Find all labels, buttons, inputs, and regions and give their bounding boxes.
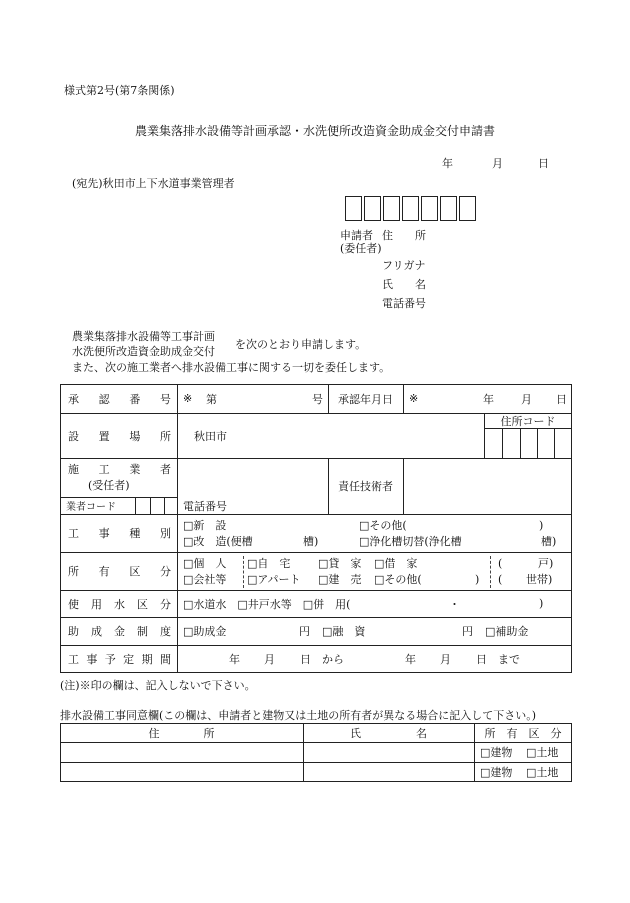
subsidy-yen-1: 円 [299, 625, 310, 638]
schedule-label: 工 事 予 定 期 間 [68, 653, 171, 666]
own-apartment-checkbox[interactable]: □アパート [247, 573, 301, 586]
own-other-close: ) [475, 572, 480, 586]
col-line [135, 497, 136, 514]
id-digit-box[interactable] [402, 196, 419, 221]
date-year: 年 [442, 157, 453, 170]
date-month: 月 [492, 157, 503, 170]
water-options[interactable]: □水道水 □井戸水等 □併 用( [183, 597, 351, 611]
applicant-address-label: 住 所 [382, 229, 426, 242]
units-households: 戸) [538, 557, 554, 570]
consent-col-owner: 所 有 区 分 [484, 726, 562, 740]
subsidy-aid-checkbox[interactable]: □補助金 [485, 625, 529, 638]
consent-row2-land-checkbox[interactable]: □土地 [526, 766, 559, 779]
date-day: 日 [538, 157, 549, 170]
dashed-divider [243, 556, 244, 588]
consent-col-address: 住 所 [148, 726, 215, 740]
approval-no-go: 号 [312, 392, 323, 406]
consent-row1-land-checkbox[interactable]: □土地 [526, 746, 559, 759]
addressee: (宛先)秋田市上下水道事業管理者 [72, 177, 235, 190]
applicant-label: 申請者 [340, 229, 373, 242]
water-label: 使 用 水 区 分 [68, 597, 171, 611]
own-company-checkbox[interactable]: □会社等 [183, 573, 227, 586]
consent-col-name: 氏 名 [350, 726, 427, 740]
water-dot: ・ [449, 597, 460, 611]
id-digit-box[interactable] [383, 196, 400, 221]
contractor-phone-label: 電話番号 [183, 499, 227, 513]
col-line [164, 497, 165, 514]
id-digit-box[interactable] [345, 196, 362, 221]
units-open-1: ( [498, 556, 503, 570]
col-line [403, 384, 404, 413]
own-rented-checkbox[interactable]: □借 家 [374, 557, 418, 570]
units-setai: 世帯) [526, 573, 553, 586]
work-modify-tank: 槽) [303, 535, 319, 548]
own-other-checkbox[interactable]: □その他( [374, 573, 422, 586]
intro-line-b: 水洗便所改造資金助成金交付 [72, 345, 215, 358]
location-label: 設 置 場 所 [68, 429, 171, 443]
consent-row1-building-checkbox[interactable]: □建物 [480, 746, 513, 759]
subsidy-loan-checkbox[interactable]: □融 資 [322, 625, 366, 638]
approval-date-month: 月 [521, 392, 532, 406]
form-number: 様式第2号(第7条関係) [64, 84, 175, 97]
id-digit-box[interactable] [440, 196, 457, 221]
own-home-checkbox[interactable]: □自 宅 [247, 557, 291, 570]
units-open-2: ( [498, 572, 503, 586]
owner-label: 所 有 区 分 [68, 565, 171, 578]
schedule-from: から [322, 653, 344, 666]
schedule-to: まで [498, 653, 520, 666]
intro-suffix: を次のとおり申請します。 [235, 338, 367, 351]
work-other-close: ) [539, 518, 544, 532]
subsidy-grant-checkbox[interactable]: □助成金 [183, 625, 227, 638]
applicant-name-label: 氏 名 [382, 278, 426, 291]
engineer-label: 責任技術者 [338, 480, 393, 493]
col-line [502, 428, 503, 458]
col-line [150, 497, 151, 514]
work-septic-tank: 槽) [541, 535, 557, 548]
water-close: ) [539, 597, 544, 610]
contractor-label: 施 工 業 者 [68, 463, 171, 476]
approval-date-label: 承認年月日 [338, 392, 393, 406]
note: (注)※印の欄は、記入しないで下さい。 [60, 679, 256, 692]
page-title: 農業集落排水設備等計画承認・水洗便所改造資金助成金交付申請書 [134, 124, 495, 138]
col-line [520, 428, 521, 458]
approval-date-mark: ※ [409, 392, 419, 405]
consent-row2-building-checkbox[interactable]: □建物 [480, 766, 513, 779]
address-code-label: 住所コード [500, 414, 556, 428]
approval-no-label: 承 認 番 号 [68, 392, 171, 406]
applicant-phone-label: 電話番号 [382, 297, 426, 310]
schedule-month-1: 月 [264, 653, 275, 666]
applicant-furigana-label: フリガナ [382, 259, 426, 272]
approval-date-day: 日 [556, 392, 567, 406]
contractor-sub: (受任者) [88, 479, 130, 492]
row-line [60, 458, 572, 459]
id-digit-box[interactable] [364, 196, 381, 221]
schedule-year-2: 年 [405, 653, 416, 666]
col-line [554, 428, 555, 458]
own-rental-house-checkbox[interactable]: □貸 家 [318, 557, 362, 570]
col-line [177, 384, 178, 673]
id-digit-box[interactable] [459, 196, 476, 221]
col-line [537, 428, 538, 458]
approval-no-mark: ※ [183, 392, 193, 405]
intro-line-2: また、次の施工業者へ排水設備工事に関する一切を委任します。 [72, 361, 391, 374]
work-type-label: 工 事 種 別 [68, 527, 171, 540]
location-value[interactable]: 秋田市 [194, 429, 227, 443]
schedule-year-1: 年 [229, 653, 240, 666]
schedule-day-2: 日 [476, 653, 487, 666]
work-septic-checkbox[interactable]: □浄化槽切替(浄化槽 [359, 535, 462, 548]
delegator-label: (委任者) [340, 242, 382, 255]
vendor-code-label: 業者コード [66, 502, 116, 513]
subsidy-yen-2: 円 [462, 625, 473, 638]
own-individual-checkbox[interactable]: □個 人 [183, 557, 227, 570]
work-other-checkbox[interactable]: □その他( [359, 519, 407, 532]
subsidy-label: 助 成 金 制 度 [68, 625, 171, 638]
dashed-divider [490, 556, 491, 588]
work-new-checkbox[interactable]: □新 設 [183, 519, 227, 532]
own-built-for-sale-checkbox[interactable]: □建 売 [318, 573, 362, 586]
work-modify-checkbox[interactable]: □改 造(便槽 [183, 535, 253, 548]
consent-title: 排水設備工事同意欄(この欄は、申請者と建物又は土地の所有者が異なる場合に記入して下さい。) [60, 709, 537, 722]
approval-date-year: 年 [483, 392, 494, 406]
approval-no-dai: 第 [206, 392, 217, 406]
intro-line-a: 農業集落排水設備等工事計画 [72, 330, 215, 343]
schedule-day-1: 日 [300, 653, 311, 666]
col-line [403, 458, 404, 514]
schedule-month-2: 月 [440, 653, 451, 666]
id-digit-box[interactable] [421, 196, 438, 221]
